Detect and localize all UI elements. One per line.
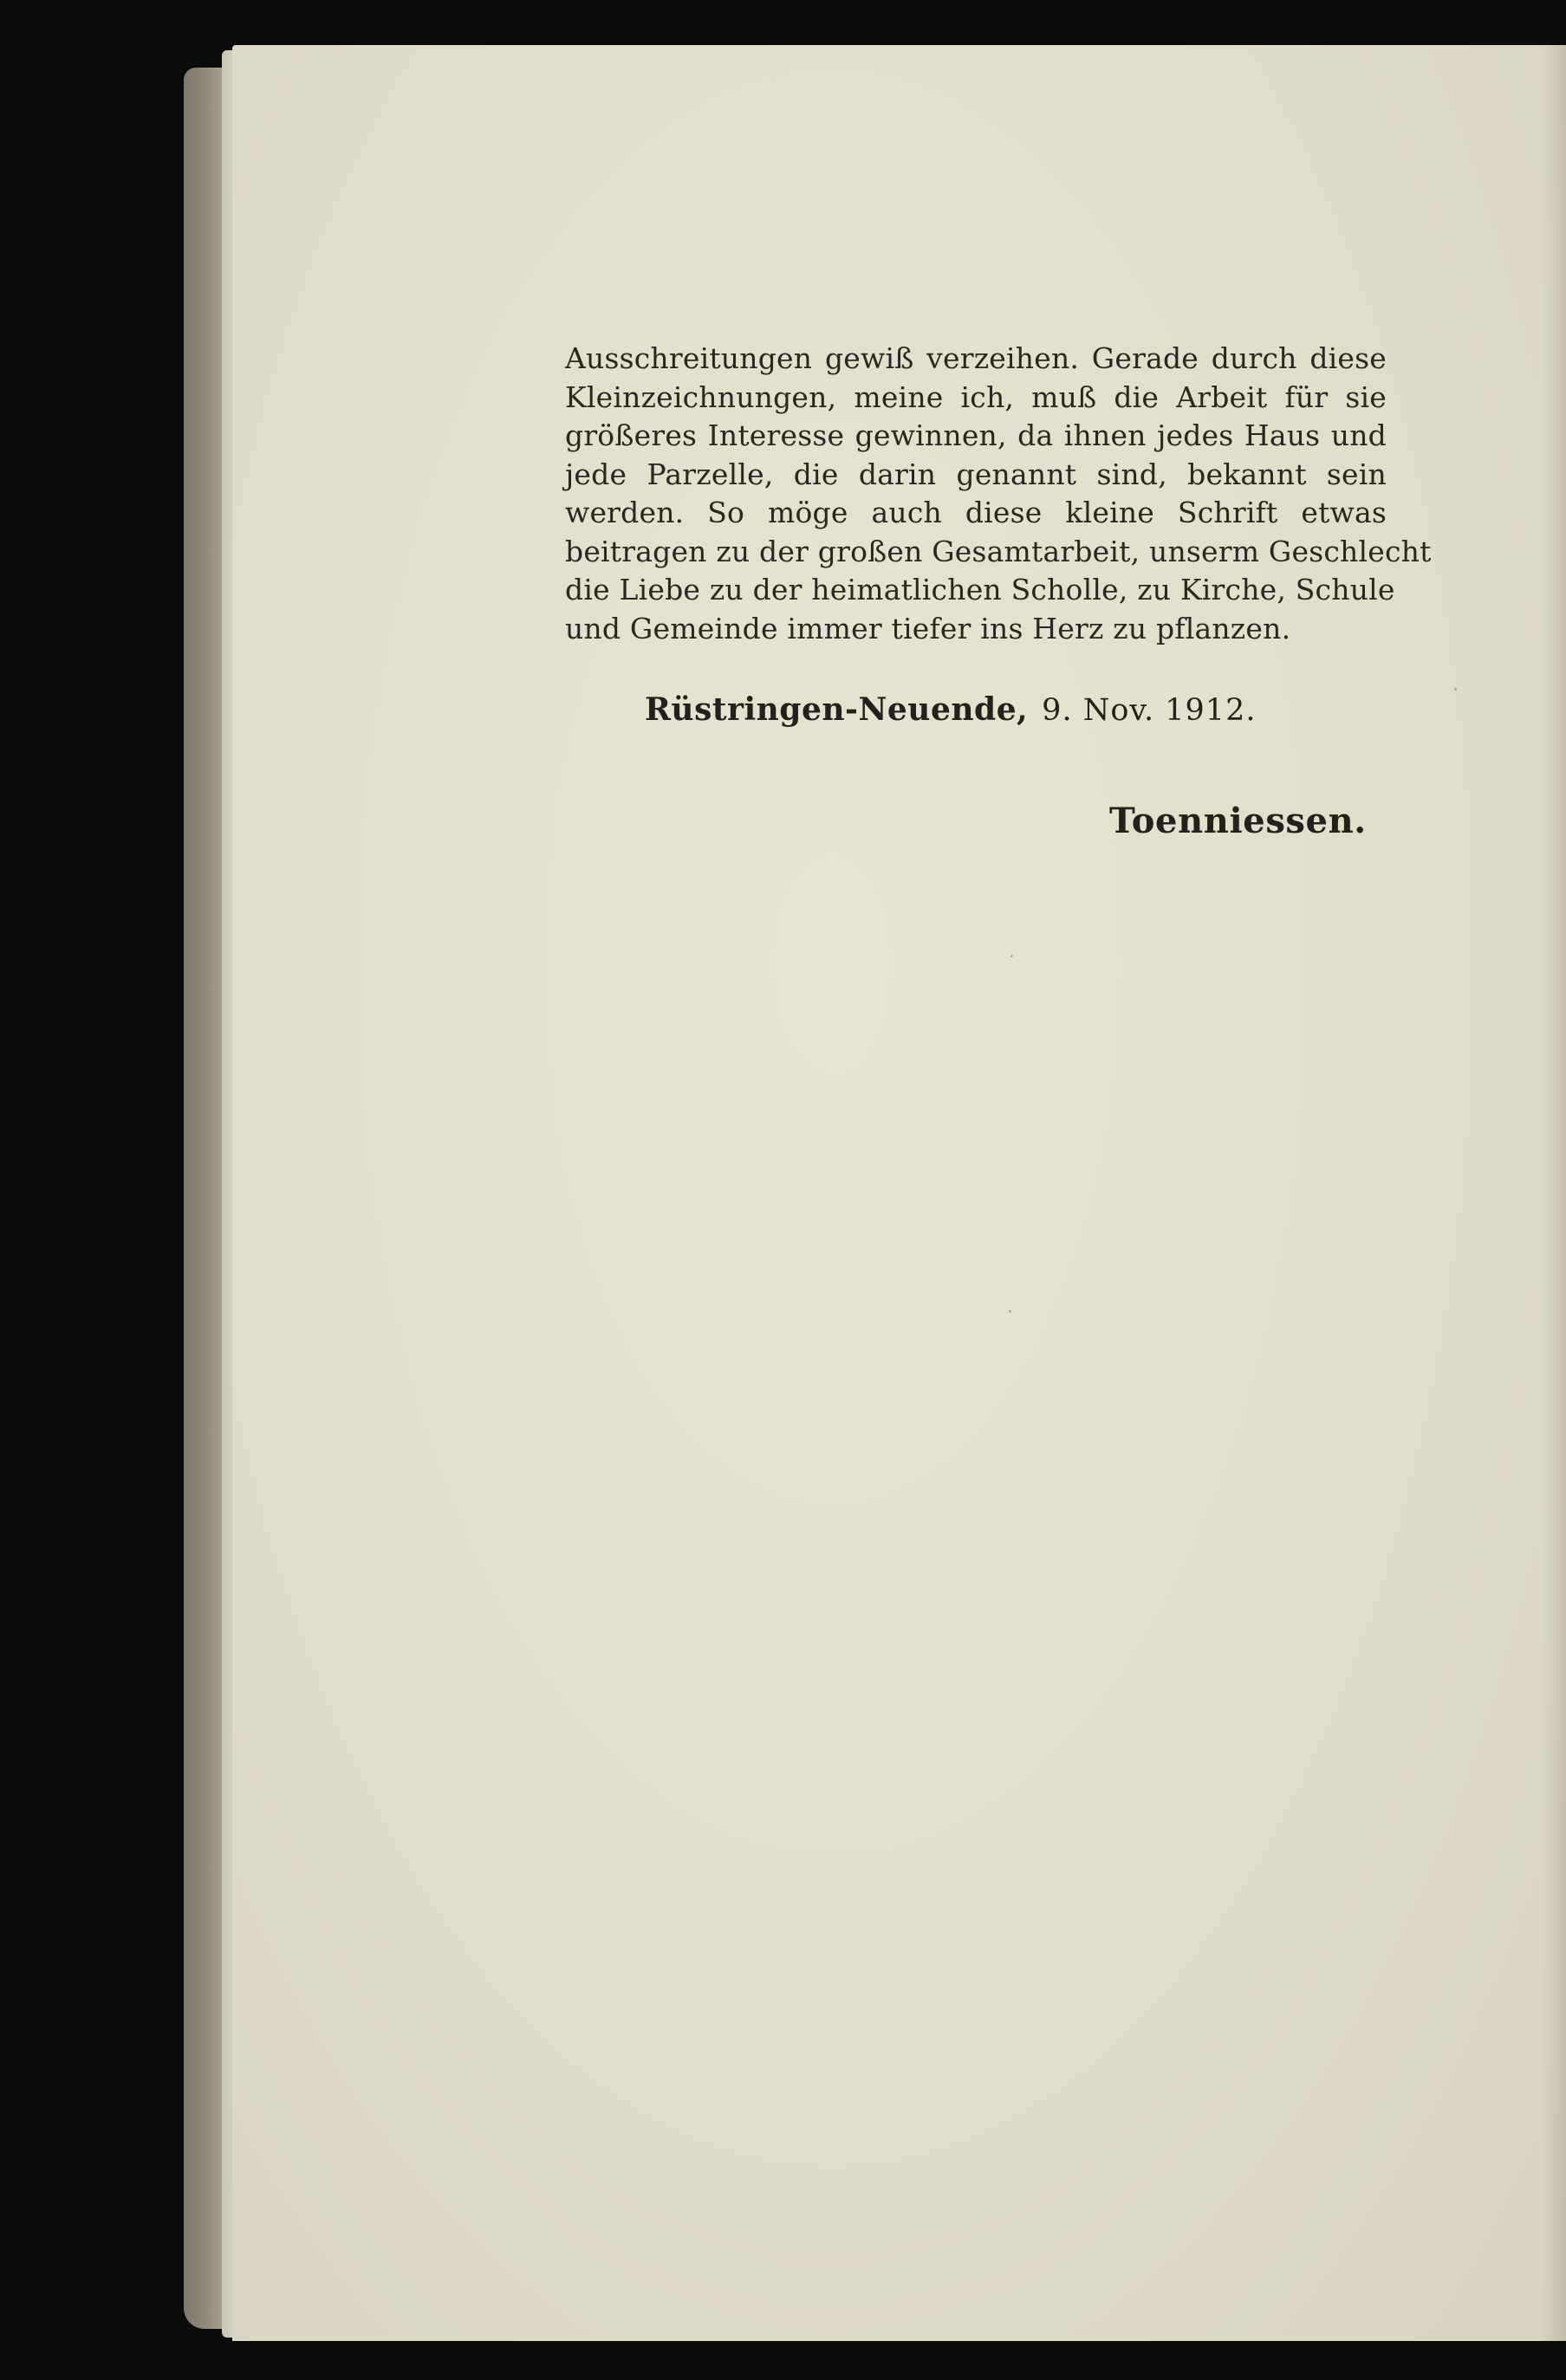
paragraph-line: und Gemeinde immer tiefer ins Herz zu pflanzen. (565, 611, 1291, 645)
body-paragraph (565, 340, 1432, 648)
paragraph-line: werden. So möge auch diese kleine Schrift etwas (565, 496, 1387, 529)
date: 9. Nov. 1912. (1042, 693, 1257, 728)
paper-speck (1010, 955, 1013, 957)
paragraph-line: beitragen zu der großen Gesamtarbeit, unserm Geschlecht (565, 534, 1432, 568)
page-shadow (1542, 45, 1566, 2341)
paragraph-line: größeres Interesse gewinnen, da ihnen jedes Haus und (565, 418, 1387, 452)
paper-speck (1009, 1310, 1011, 1313)
paragraph-line: die Liebe zu der heimatlichen Scholle, zu Kirche, Schule (565, 573, 1395, 606)
paper-speck (1454, 688, 1457, 691)
paragraph-line: Kleinzeichnungen, meine ich, muß die Arbeit für sie (565, 379, 1387, 414)
author-signature: Toenniessen. (1109, 801, 1367, 841)
paragraph-line: jede Parzelle, die darin genannt sind, bekannt sein (565, 457, 1387, 491)
place-name: Rüstringen-Neuende, (645, 691, 1029, 728)
paragraph-line: Ausschreitungen gewiß verzeihen. Gerade durch diese (565, 341, 1387, 375)
place-and-date (645, 691, 1257, 728)
